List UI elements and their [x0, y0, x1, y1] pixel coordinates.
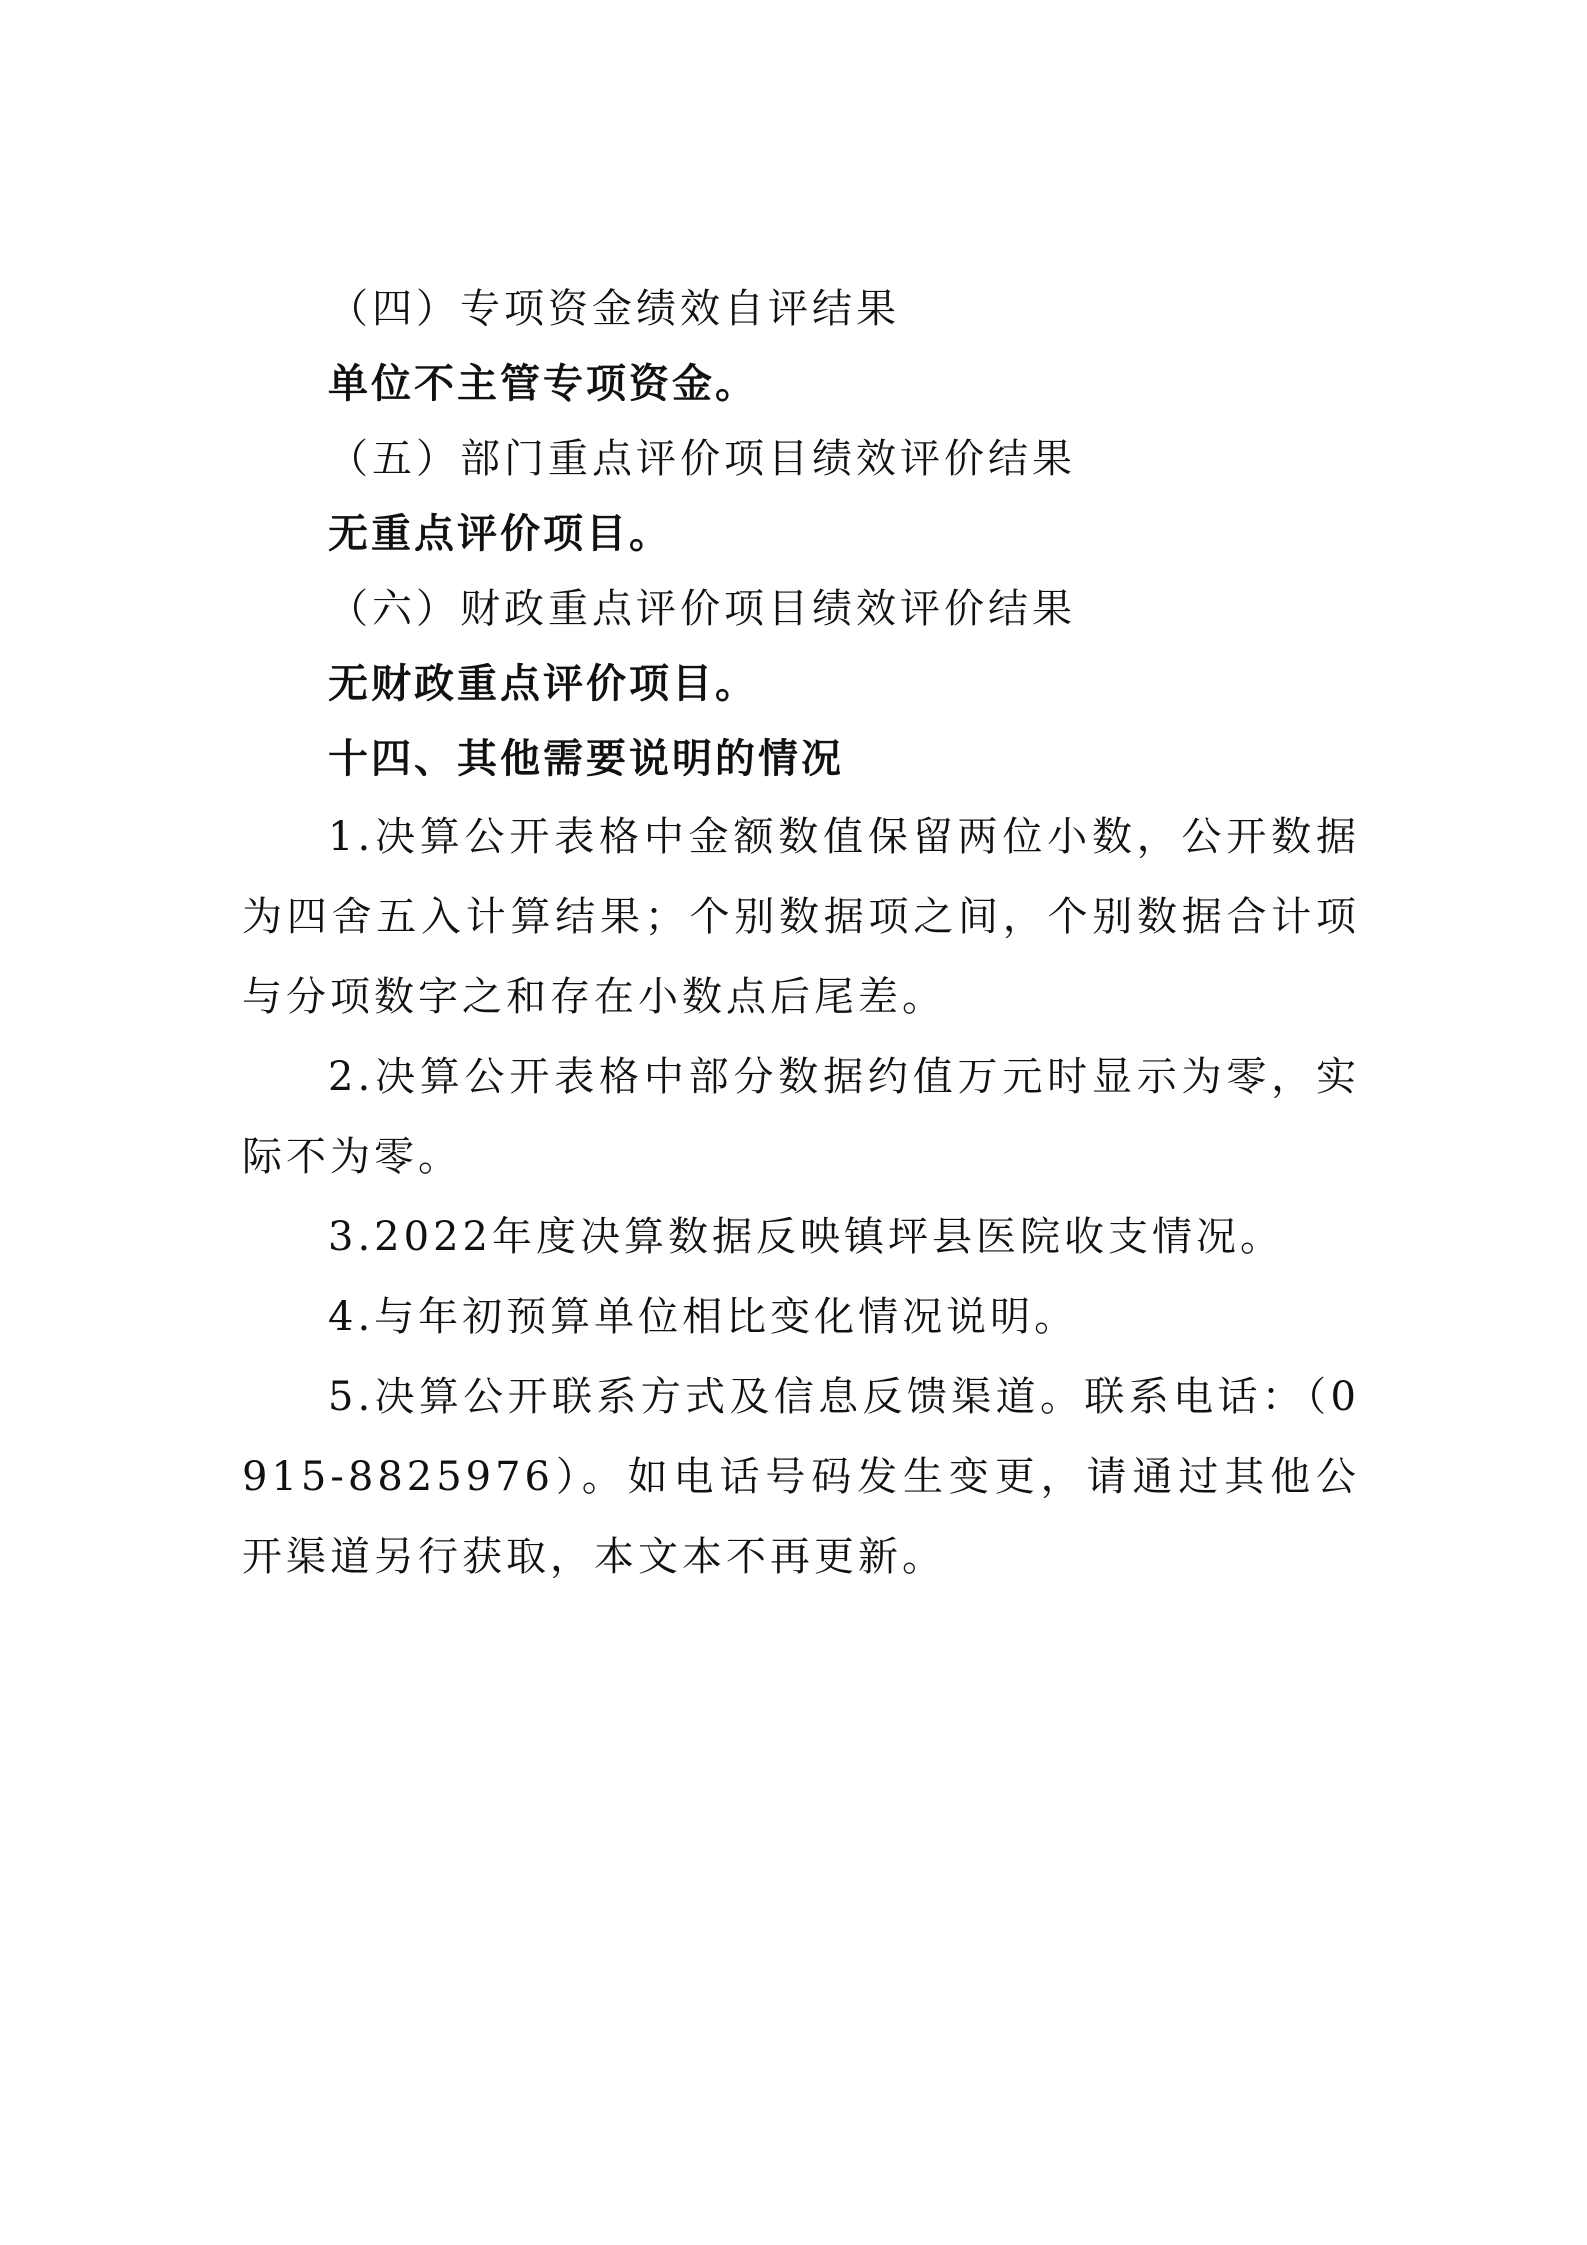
section-six-body: 无财政重点评价项目。: [328, 661, 758, 707]
note-item-4: 4.与年初预算单位相比变化情况说明。: [328, 1294, 1079, 1340]
section-five-body: 无重点评价项目。: [328, 511, 672, 557]
note-item-3: 3.2022年度决算数据反映镇坪县医院收支情况。: [328, 1214, 1284, 1260]
section-five-heading: （五）部门重点评价项目绩效评价结果: [328, 436, 1076, 482]
note-item-5: 5.决算公开联系方式及信息反馈渠道。联系电话：（0915-8825976）。如电话号码发生变更，请通过其他公开渠道另行获取，本文本不再更新。: [242, 1374, 1360, 1580]
document-body: [242, 272, 1360, 1597]
note-item-1: 1.决算公开表格中金额数值保留两位小数，公开数据为四舍五入计算结果；个别数据项之间，个别数据合计项与分项数字之和存在小数点后尾差。: [242, 814, 1360, 1020]
section-four-heading: （四）专项资金绩效自评结果: [328, 286, 900, 332]
note-item-2: 2.决算公开表格中部分数据约值万元时显示为零，实际不为零。: [242, 1054, 1360, 1180]
section-four-body: 单位不主管专项资金。: [328, 361, 758, 407]
section-six-heading: （六）财政重点评价项目绩效评价结果: [328, 586, 1076, 632]
section-fourteen-heading: 十四、其他需要说明的情况: [328, 736, 844, 782]
